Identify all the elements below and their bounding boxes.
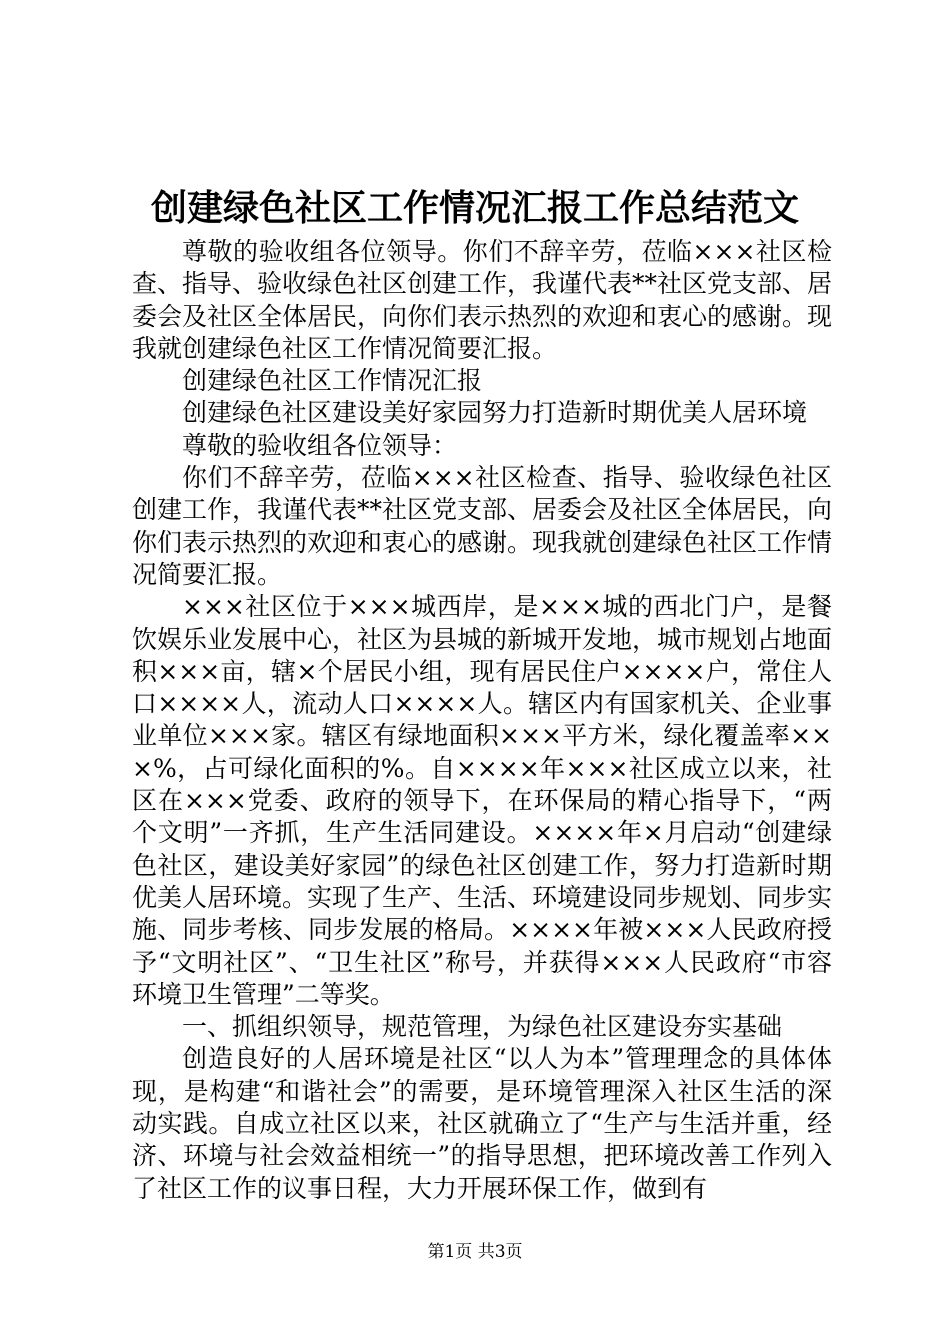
paragraph-heading-report: 创建绿色社区工作情况汇报 xyxy=(182,366,483,396)
paragraph-intro: 尊敬的验收组各位领导。你们不辞辛劳，莅临×××社区检查、指导、验收绿色社区创建工作，我谨代表**社区党支部、居委会及社区全体居民，向你们表示热烈的欢迎和衷心的感谢。现我就创建绿色社区工作情况简要汇报。 xyxy=(132,237,833,363)
document-title: 创建绿色社区工作情况汇报工作总结范文 xyxy=(150,187,799,229)
page-footer: 第1页 共3页 xyxy=(427,1242,523,1262)
document-body xyxy=(132,236,832,1205)
paragraph-community-overview: ×××社区位于×××城西岸，是×××城的西北门户，是餐饮娱乐业发展中心，社区为县城的新城开发地，城市规划占地面积×××亩，辖×个居民小组，现有居民住户××××户，常住人口××××人，流动人口××××人。辖区内有国家机关、企业事业单位×××家。辖区有绿地面积×××平方米，绿化覆盖率×××%，占可绿化面积的%。自××××年×××社区成立以来，社区在×××党委、政府的领导下，在环保局的精心指导下，“两个文明”一齐抓，生产生活同建设。××××年×月启动“创建绿色社区，建设美好家园”的绿色社区创建工作，努力打造新时期优美人居环境。实现了生产、生活、环境建设同步规划、同步实施、同步考核、同步发展的格局。××××年被×××人民政府授予“文明社区”、“卫生社区”称号，并获得×××人民政府“市容环境卫生管理”二等奖。 xyxy=(132,592,833,1009)
paragraph-salutation: 尊敬的验收组各位领导： xyxy=(182,430,458,460)
paragraph-section-heading-1: 一、抓组织领导，规范管理，为绿色社区建设夯实基础 xyxy=(182,1012,783,1042)
paragraph-welcome: 你们不辞辛劳，莅临×××社区检查、指导、验收绿色社区创建工作，我谨代表**社区党支部、居委会及社区全体居民，向你们表示热烈的欢迎和衷心的感谢。现我就创建绿色社区工作情况简要汇报。 xyxy=(132,463,833,589)
paragraph-section-1-body: 创造良好的人居环境是社区“以人为本”管理理念的具体体现，是构建“和谐社会”的需要，是环境管理深入社区生活的深动实践。自成立社区以来，社区就确立了“生产与生活并重，经济、环境与社会效益相统一”的指导思想，把环境改善工作列入了社区工作的议事日程，大力开展环保工作，做到有 xyxy=(132,1044,832,1203)
paragraph-subtitle: 创建绿色社区建设美好家园努力打造新时期优美人居环境 xyxy=(182,398,808,428)
